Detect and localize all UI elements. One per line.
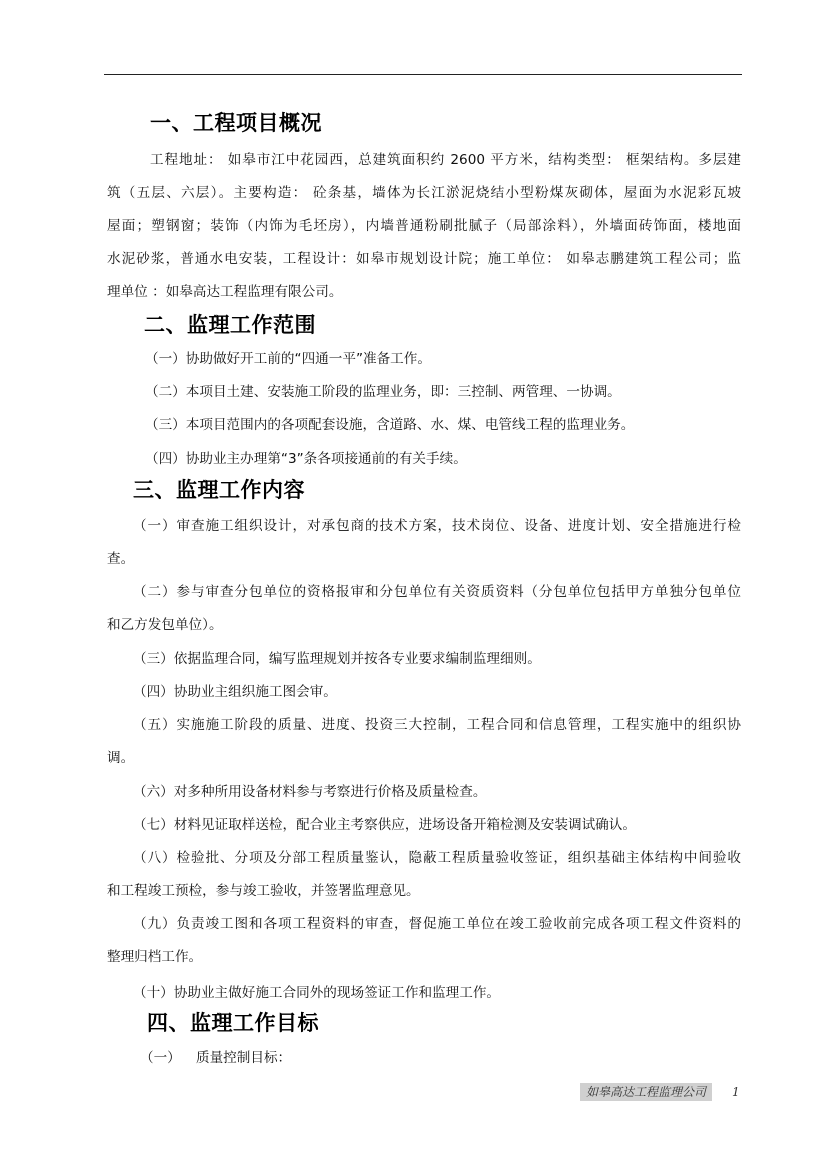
list-item: （十）协助业主做好施工合同外的现场签证工作和监理工作。 [133,985,501,1001]
header-rule [104,74,742,75]
page-footer [580,1083,740,1102]
section-heading-scope: 二、监理工作范围 [144,313,316,337]
list-item-continuation: 和乙方发包单位）。 [107,617,223,633]
subsection-label: 质量控制目标： [196,1050,292,1066]
list-item: （一）协助做好开工前的“四通一平”准备工作。 [145,351,431,367]
list-item: （六）对多种所用设备材料参与考察进行价格及质量检查。 [133,784,487,800]
list-item: （七）材料见证取样送检，配合业主考察供应，进场设备开箱检测及安装调试确认。 [133,817,636,833]
section-heading-overview: 一、工程项目概况 [150,111,322,135]
list-item-continuation: 查。 [107,551,135,567]
paragraph-line: 筑（五层、六层）。主要构造： 砼条基，墙体为长江淤泥烧结小型粉煤灰砌体，屋面为水泥彩瓦坡 [107,185,741,201]
paragraph-line: 屋面；塑钢窗；装饰（内饰为毛坯房），内墙普通粉刷批腻子（局部涂料），外墙面砖饰面，楼地面 [107,218,741,234]
list-item-continuation: 整理归档工作。 [107,949,203,965]
list-item-continuation: 和工程竣工预检，参与竣工验收，并签署监理意见。 [107,883,420,899]
list-item: （三）依据监理合同，编写监理规划并按各专业要求编制监理细则。 [133,651,541,667]
list-item: （四）协助业主组织施工图会审。 [133,684,337,700]
list-item: （三）本项目范围内的各项配套设施，含道路、水、煤、电管线工程的监理业务。 [145,417,635,433]
list-item: （一）审查施工组织设计，对承包商的技术方案，技术岗位、设备、进度计划、安全措施进行检 [133,518,741,534]
list-item-continuation: 调。 [107,750,135,766]
list-item: （五）实施施工阶段的质量、进度、投资三大控制，工程合同和信息管理，工程实施中的组织协 [133,717,741,733]
section-heading-content: 三、监理工作内容 [133,478,305,502]
page-number: 1 [732,1085,740,1099]
list-item: （九）负责竣工图和各项工程资料的审查，督促施工单位在竣工验收前完成各项工程文件资料的 [133,916,741,932]
paragraph-line: 工程地址： 如皋市江中花园西，总建筑面积约 2600 平方米，结构类型： 框架结构。多层建 [150,152,741,168]
subsection-marker: （一） [140,1050,181,1066]
list-item: （二）本项目土建、安装施工阶段的监理业务，即：三控制、两管理、一协调。 [145,384,621,400]
list-item: （四）协助业主办理第“3”条各项接通前的有关手续。 [145,451,467,467]
section-heading-objectives: 四、监理工作目标 [147,1011,319,1035]
paragraph-line: 水泥砂浆，普通水电安装，工程设计：如皋市规划设计院；施工单位： 如皋志鹏建筑工程公司；监 [107,251,741,267]
footer-company: 如皋高达工程监理公司 [580,1083,712,1101]
list-item: （二）参与审查分包单位的资格报审和分包单位有关资质资料（分包单位包括甲方单独分包单位 [133,584,741,600]
list-item: （八）检验批、分项及分部工程质量鉴认，隐蔽工程质量验收签证，组织基础主体结构中间验收 [133,850,741,866]
paragraph-line: 理单位 ：如皋高达工程监理有限公司。 [107,284,343,300]
